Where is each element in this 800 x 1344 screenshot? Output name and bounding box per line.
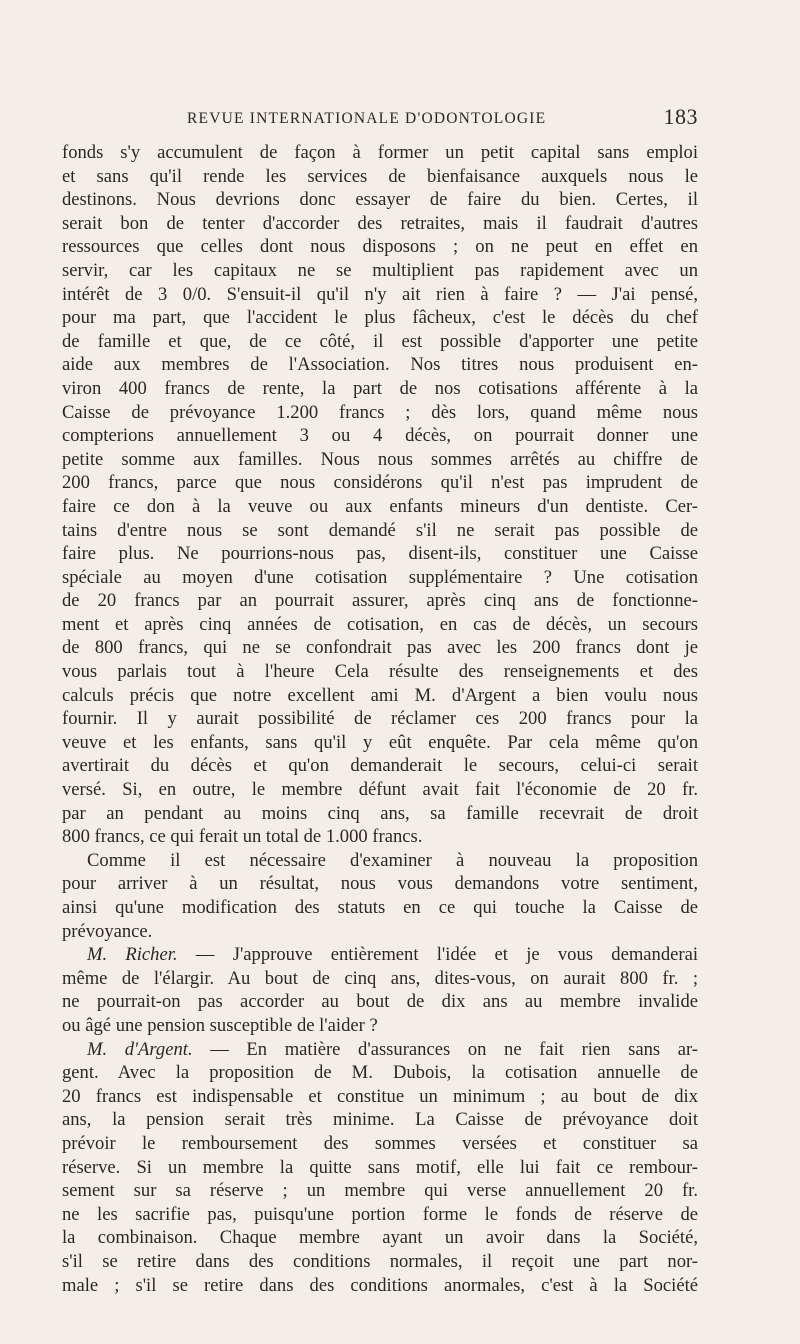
text-line: la combinaison. Chaque membre ayant un avoir dans la Société, xyxy=(62,1227,698,1249)
text-line: 200 francs, parce que nous considérons qu'il n'est pas imprudent de xyxy=(62,472,698,494)
text-line: destinons. Nous devrions donc essayer de faire du bien. Certes, il xyxy=(62,189,698,211)
text-line: ment et après cinq années de cotisation, en cas de décès, un secours xyxy=(62,613,698,635)
text-line: spéciale au moyen d'une cotisation supplémentaire ? Une cotisation xyxy=(62,566,698,588)
text-line: petite somme aux familles. Nous nous sommes arrêtés au chiffre de xyxy=(62,448,698,470)
text-line: serait bon de tenter d'accorder des retraites, mais il faudrait d'autres xyxy=(62,212,698,234)
text-line: même de l'élargir. Au bout de cinq ans, dites-vous, on aurait 800 fr. ; xyxy=(62,967,698,989)
text-line: faire plus. Ne pourrions-nous pas, disent-ils, constituer une Caisse xyxy=(62,543,698,565)
speaker-name: M. Richer. xyxy=(87,944,178,966)
text-line: aide aux membres de l'Association. Nos titres nous produisent en- xyxy=(62,354,698,376)
text-line: réserve. Si un membre la quitte sans motif, elle lui fait ce rembour- xyxy=(62,1156,698,1178)
text-line: servir, car les capitaux ne se multiplient pas rapidement avec un xyxy=(62,259,698,281)
text-line: ainsi qu'une modification des statuts en ce qui touche la Caisse de xyxy=(62,897,698,918)
text-line: ou âgé une pension susceptible de l'aider ? xyxy=(62,1014,378,1036)
text-line: male ; s'il se retire dans des conditions anormales, c'est à la Société xyxy=(62,1274,698,1296)
text-line: fonds s'y accumulent de façon à former un petit capital sans emploi xyxy=(62,142,698,163)
text-line: de famille et que, de ce côté, il est possible d'apporter une petite xyxy=(62,330,698,352)
text-line: 20 francs est indispensable et constitue un minimum ; au bout de dix xyxy=(62,1085,698,1107)
page-header xyxy=(62,104,698,134)
text-line: pour arriver à un résultat, nous vous demandons votre sentiment, xyxy=(62,873,698,895)
text-line: ressources que celles dont nous disposons ; on ne peut en effet en xyxy=(62,236,698,258)
text-line: de 20 francs par an pourrait assurer, après cinq ans de fonctionne- xyxy=(62,590,698,612)
text-line: faire ce don à la veuve ou aux enfants mineurs d'un dentiste. Cer- xyxy=(62,495,698,517)
text-line: pour ma part, que l'accident le plus fâcheux, c'est le décès du chef xyxy=(62,307,698,329)
text-line: avertirait du décès et qu'on demanderait le secours, celui-ci serait xyxy=(62,755,698,777)
text-line: calculs précis que notre excellent ami M. d'Argent a bien voulu nous xyxy=(62,684,698,706)
speech-text: — En matière d'assurances on ne fait rien sans ar- xyxy=(210,1038,698,1060)
text-line: et sans qu'il rende les services de bienfaisance auxquels nous le xyxy=(62,165,698,187)
text-line: tains d'entre nous se sont demandé s'il ne serait pas possible de xyxy=(62,519,698,541)
text-line: Caisse de prévoyance 1.200 francs ; dès lors, quand même nous xyxy=(62,401,698,423)
body-text xyxy=(62,141,698,1297)
text-line: veuve et les enfants, sans qu'il y eût enquête. Par cela même qu'on xyxy=(62,731,698,753)
text-line: de 800 francs, qui ne se confondrait pas avec les 200 francs dont je xyxy=(62,637,698,659)
speech-text: — J'approuve entièrement l'idée et je vous demanderai xyxy=(195,944,698,966)
text-line: ans, la pension serait très minime. La Caisse de prévoyance doit xyxy=(62,1109,698,1131)
text-line: prévoyance. xyxy=(62,920,153,942)
text-line: par an pendant au moins cinq ans, sa famille recevrait de droit xyxy=(62,802,698,824)
speaker-line-argent xyxy=(62,1038,698,1062)
text-line: fournir. Il y aurait possibilité de réclamer ces 200 francs pour la xyxy=(62,708,698,730)
text-line: 800 francs, ce qui ferait un total de 1.000 francs. xyxy=(62,826,423,848)
text-line: Comme il est nécessaire d'examiner à nouveau la proposition xyxy=(87,849,698,871)
text-line: vous parlais tout à l'heure Cela résulte des renseignements et des xyxy=(62,661,698,683)
text-line: compterions annuellement 3 ou 4 décès, on pourrait donner une xyxy=(62,425,698,447)
text-line: intérêt de 3 0/0. S'ensuit-il qu'il n'y ait rien à faire ? — J'ai pensé, xyxy=(62,283,698,305)
text-line: s'il se retire dans des conditions normales, il reçoit une part nor- xyxy=(62,1250,698,1272)
speaker-line-richer xyxy=(62,943,698,967)
text-line: gent. Avec la proposition de M. Dubois, la cotisation annuelle de xyxy=(62,1062,698,1084)
text-line: sement sur sa réserve ; un membre qui verse annuellement 20 fr. xyxy=(62,1180,698,1202)
page-number: 183 xyxy=(663,104,698,129)
running-title: REVUE INTERNATIONALE D'ODONTOLOGIE xyxy=(187,110,547,127)
speaker-name: M. d'Argent. xyxy=(87,1038,193,1060)
text-line: versé. Si, en outre, le membre défunt avait fait l'économie de 20 fr. xyxy=(62,779,698,801)
text-line: ne les sacrifie pas, puisqu'une portion forme le fonds de réserve de xyxy=(62,1203,698,1225)
text-line: viron 400 francs de rente, la part de nos cotisations afférente à la xyxy=(62,377,698,399)
text-line: ne pourrait-on pas accorder au bout de dix ans au membre invalide xyxy=(62,991,698,1013)
text-line: prévoir le remboursement des sommes versées et constituer sa xyxy=(62,1132,698,1154)
